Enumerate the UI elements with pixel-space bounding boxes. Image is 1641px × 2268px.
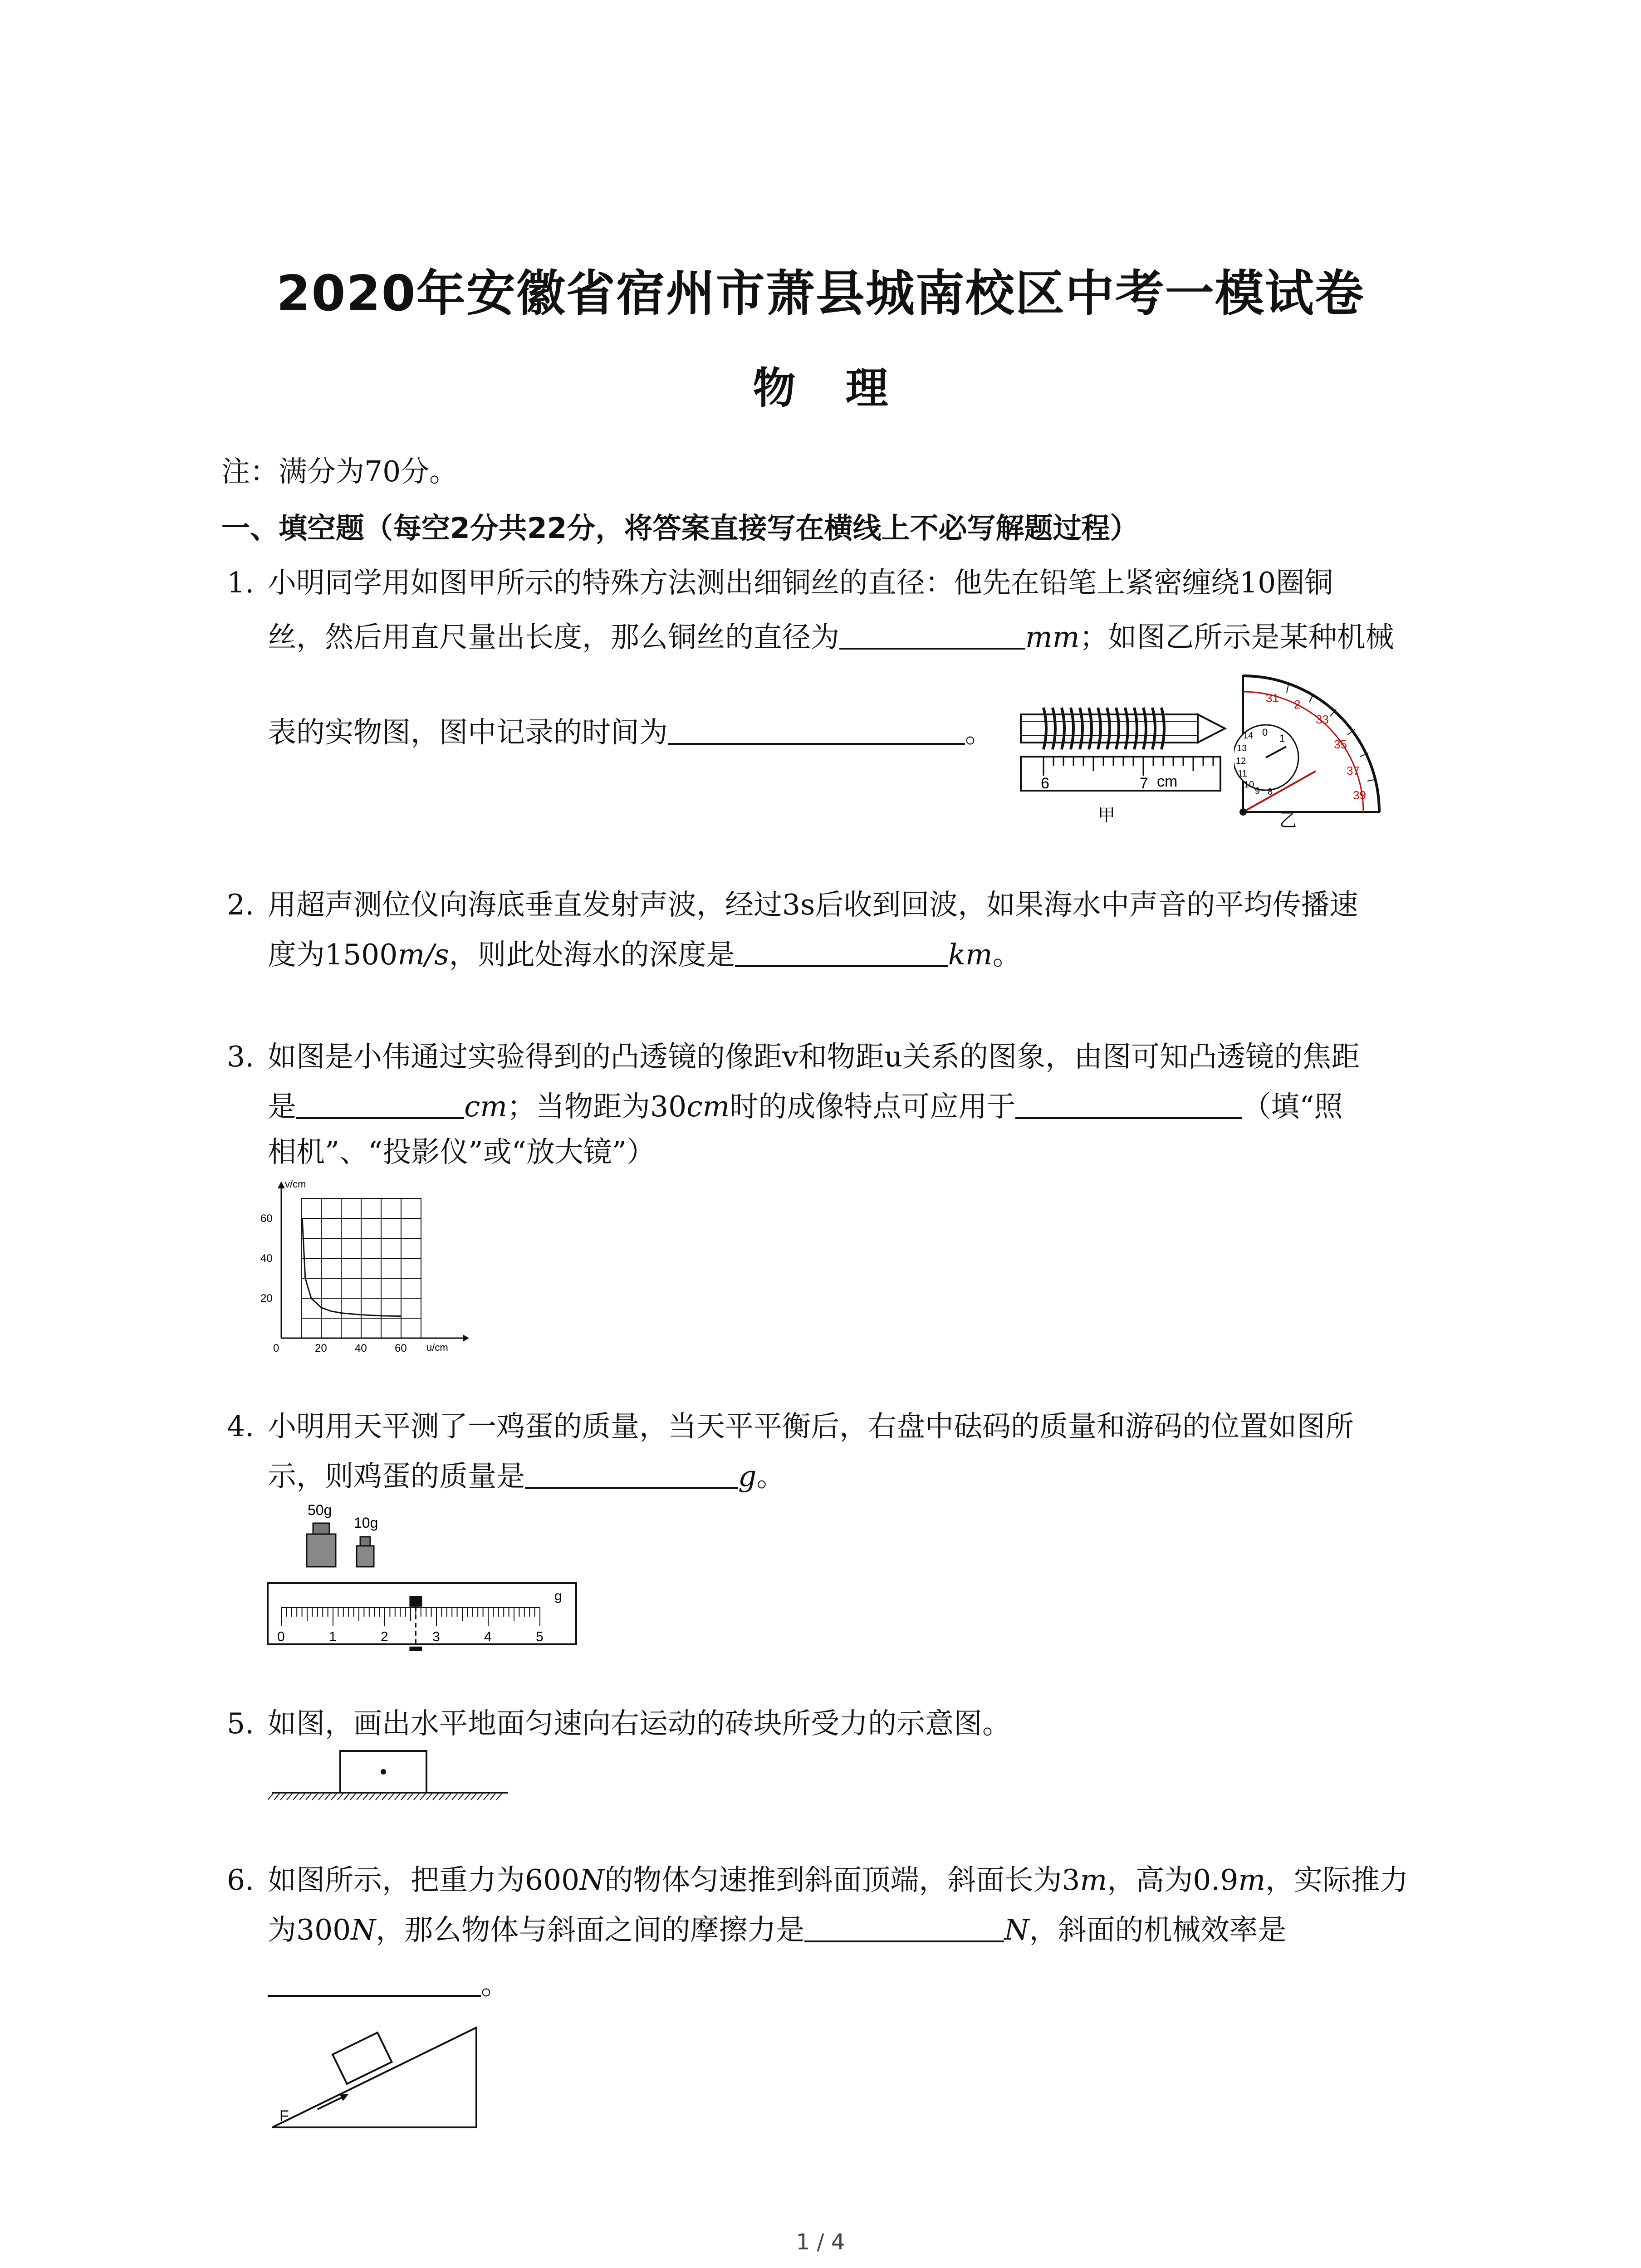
chart-ticks <box>260 1212 407 1354</box>
hatch-line <box>490 1794 495 1800</box>
hatch-line <box>312 1794 318 1800</box>
scale-number: 1 <box>329 1629 337 1644</box>
x-tick-label: 60 <box>395 1342 407 1354</box>
scale-number: 4 <box>484 1629 492 1644</box>
hatch-line <box>465 1794 470 1800</box>
dial-inner-label: 14 <box>1243 731 1254 741</box>
origin-label: 0 <box>273 1342 279 1354</box>
weight-label-50g: 50g <box>308 1502 332 1518</box>
answer-blank[interactable] <box>525 1460 738 1489</box>
question-1-line-3 <box>268 712 994 753</box>
question-number: 5. <box>227 1707 255 1740</box>
question-6-line-2 <box>268 1910 1287 1950</box>
question-text: ，高为0.9 <box>1107 1863 1239 1897</box>
dial-inner-label: 13 <box>1237 743 1247 753</box>
question-text: 。 <box>756 1460 785 1493</box>
dial-outer-label: 37 <box>1347 764 1360 777</box>
y-tick-label: 60 <box>260 1212 273 1225</box>
unit-label: g <box>738 1460 757 1493</box>
question-text: ；当物距为30 <box>507 1090 687 1123</box>
question-number: 3. <box>227 1040 255 1073</box>
dial-outer-label: 31 <box>1266 691 1279 705</box>
hatch-line <box>388 1794 394 1800</box>
hatch-line <box>446 1794 451 1800</box>
x-tick-label: 20 <box>315 1342 327 1354</box>
answer-blank[interactable] <box>804 1913 1004 1942</box>
question-text: 。 <box>992 938 1021 971</box>
weight-10g <box>357 1546 374 1567</box>
hatch-line <box>439 1794 445 1800</box>
answer-blank[interactable] <box>668 716 965 745</box>
question-text: 是 <box>268 1090 296 1123</box>
question-text: 用超声测位仪向海底垂直发射声波，经过3s后收到回波，如果海水中声音的平均传播速 <box>268 888 1358 921</box>
question-text: ，实际推力 <box>1265 1863 1409 1897</box>
question-2-line-2 <box>268 934 1021 975</box>
answer-blank[interactable] <box>1015 1090 1242 1119</box>
hatch-line <box>363 1794 368 1800</box>
question-text: 的物体匀速推到斜面顶端，斜面长为3 <box>604 1863 1080 1897</box>
unit-label: m <box>1238 1863 1266 1897</box>
scale-number: 2 <box>381 1629 388 1644</box>
hatch-line <box>293 1794 299 1800</box>
hatch-line <box>382 1794 387 1800</box>
question-4-line-1 <box>227 1406 1354 1447</box>
hatch-line <box>299 1794 305 1800</box>
brick-figure <box>268 1746 513 1810</box>
hatch-line <box>477 1794 483 1800</box>
x-axis-arrow <box>463 1334 469 1342</box>
question-text: 。 <box>481 1968 509 2001</box>
center-of-mass-dot <box>381 1769 386 1774</box>
unit-label: cm <box>464 1090 508 1123</box>
x-tick-label: 40 <box>355 1342 367 1354</box>
subject-title: 物理 <box>753 364 938 413</box>
dial-inner-label: 12 <box>1236 756 1246 766</box>
figure-caption-jia: 甲 <box>1098 805 1116 825</box>
question-6-line-3 <box>268 1964 509 2005</box>
figure-yi-stopwatch <box>1234 658 1388 830</box>
question-text: 为300 <box>268 1913 351 1946</box>
score-note: 注：满分为70分。 <box>221 455 458 488</box>
question-number: 1. <box>227 566 255 599</box>
dial-inner-label: 11 <box>1238 769 1247 779</box>
unit-label: N <box>351 1913 376 1946</box>
balance-figure <box>263 1497 581 1651</box>
exam-title: 2020年安徽省宿州市萧县城南校区中考一模试卷 <box>276 265 1365 322</box>
chart-grid <box>301 1198 421 1338</box>
answer-blank[interactable] <box>839 621 1025 650</box>
hatch-line <box>496 1794 502 1800</box>
hatch-line <box>433 1794 438 1800</box>
dial-outer-label: 33 <box>1316 713 1329 726</box>
rider-bottom[interactable] <box>409 1647 422 1651</box>
question-text: ；如图乙所示是某种机械 <box>1079 621 1394 654</box>
weight-10g-knob <box>360 1537 370 1546</box>
hatch-line <box>414 1794 419 1800</box>
rider-top[interactable] <box>409 1596 422 1607</box>
question-text: 度为1500 <box>268 938 398 971</box>
scale-unit: g <box>554 1589 562 1603</box>
question-text: （填“照 <box>1242 1090 1343 1123</box>
hatch-line <box>401 1794 407 1800</box>
incline-figure <box>263 2019 499 2136</box>
hatch-line <box>268 1794 273 1800</box>
question-3-line-1 <box>227 1036 1360 1077</box>
weight-label-10g: 10g <box>354 1515 378 1531</box>
y-tick-label: 40 <box>260 1252 273 1265</box>
hatch-line <box>426 1794 432 1800</box>
ruler-label: 6 <box>1041 775 1049 792</box>
hatch-line <box>471 1794 476 1800</box>
question-text: 如图，画出水平地面匀速向右运动的砖块所受力的示意图。 <box>268 1707 1011 1740</box>
x-axis-label: u/cm <box>426 1342 448 1353</box>
unit-label: m/s <box>397 938 449 971</box>
answer-blank[interactable] <box>296 1090 464 1119</box>
hatch-line <box>376 1794 381 1800</box>
weight-50g-knob <box>313 1523 329 1534</box>
scale-number: 5 <box>536 1629 544 1644</box>
hatch-line <box>287 1794 292 1800</box>
force-label: F <box>279 2107 289 2125</box>
lens-chart <box>245 1175 481 1365</box>
question-number: 4. <box>227 1410 255 1443</box>
hatch-line <box>318 1794 324 1800</box>
scale-number: 0 <box>277 1629 285 1644</box>
question-text: ，则此处海水的深度是 <box>449 938 735 971</box>
ruler-label: 7 <box>1140 775 1148 792</box>
hatch-line <box>407 1794 413 1800</box>
answer-blank[interactable] <box>735 938 948 967</box>
ruler-unit: cm <box>1157 773 1178 790</box>
weight-50g <box>307 1534 336 1567</box>
dial-inner-label: 8 <box>1268 787 1273 797</box>
question-text: ，斜面的机械效率是 <box>1029 1913 1287 1946</box>
question-2-line-1 <box>227 885 1358 925</box>
dial-outer-label: 39 <box>1353 788 1366 802</box>
question-text: 表的实物图，图中记录的时间为 <box>268 716 668 749</box>
y-axis-arrow <box>278 1181 285 1188</box>
dial-inner-label: 0 <box>1262 727 1268 738</box>
question-3-line-3 <box>268 1132 655 1173</box>
question-3-line-2 <box>268 1086 1342 1127</box>
dial-inner-label: 10 <box>1244 780 1254 790</box>
y-tick-label: 20 <box>260 1292 273 1305</box>
unit-label: N <box>579 1863 605 1897</box>
question-text: 。 <box>965 716 994 749</box>
unit-label: cm <box>686 1090 730 1123</box>
question-text: 时的成像特点可应用于 <box>730 1090 1016 1123</box>
question-text: 如图是小伟通过实验得到的凸透镜的像距v和物距u关系的图象，由图可知凸透镜的焦距 <box>268 1040 1360 1073</box>
hatch-line <box>325 1794 330 1800</box>
hatch-line <box>338 1794 343 1800</box>
hatch-line <box>458 1794 464 1800</box>
hatch-line <box>452 1794 457 1800</box>
unit-label: N <box>1004 1913 1029 1946</box>
section-heading: 一、填空题（每空2分共22分，将答案直接写在横线上不必写解题过程） <box>221 512 1139 545</box>
question-6-line-1 <box>227 1860 1408 1901</box>
question-text: 相机”、“投影仪”或“放大镜”） <box>268 1135 656 1168</box>
page-number: 1 / 4 <box>796 2229 845 2255</box>
question-text: 小明同学用如图甲所示的特殊方法测出细铜丝的直径：他先在铅笔上紧密缠绕10圈铜 <box>268 566 1333 599</box>
question-5-line-1 <box>227 1703 1011 1744</box>
unit-label: mm <box>1025 621 1080 654</box>
ground-hatch <box>268 1794 502 1800</box>
question-text: 示，则鸡蛋的质量是 <box>268 1460 525 1493</box>
hatch-line <box>331 1794 337 1800</box>
data-curve-v-u <box>302 1218 401 1316</box>
hatch-line <box>395 1794 400 1800</box>
figure-jia-pencil-ruler <box>1016 689 1230 826</box>
hatch-line <box>420 1794 426 1800</box>
dial-inner-label: 9 <box>1255 786 1260 796</box>
unit-label: km <box>948 938 993 971</box>
hatch-line <box>369 1794 375 1800</box>
unit-label: m <box>1080 1863 1107 1897</box>
hatch-line <box>357 1794 362 1800</box>
dial-outer-label: 35 <box>1334 738 1347 751</box>
hatch-line <box>306 1794 311 1800</box>
hatch-line <box>344 1794 349 1800</box>
question-number: 6. <box>227 1863 255 1897</box>
question-text: ，那么物体与斜面之间的摩擦力是 <box>376 1913 805 1946</box>
question-text: 如图所示，把重力为600 <box>268 1863 580 1897</box>
hatch-line <box>350 1794 356 1800</box>
question-number: 2. <box>227 888 255 921</box>
hatch-line <box>484 1794 489 1800</box>
hatch-line <box>274 1794 279 1800</box>
figure-caption-yi: 乙 <box>1279 811 1297 830</box>
scale-number: 3 <box>432 1629 440 1644</box>
y-axis-label: v/cm <box>285 1178 306 1190</box>
question-1-line-1 <box>227 562 1333 603</box>
question-text: 小明用天平测了一鸡蛋的质量，当天平平衡后，右盘中砝码的质量和游码的位置如图所 <box>268 1410 1354 1443</box>
dial-inner-label: 1 <box>1279 733 1285 744</box>
question-text: 丝，然后用直尺量出长度，那么铜丝的直径为 <box>268 621 839 654</box>
question-1-line-2 <box>268 617 1394 658</box>
question-4-line-2 <box>268 1456 785 1497</box>
hatch-line <box>280 1794 286 1800</box>
answer-blank[interactable] <box>268 1968 481 1997</box>
dial-outer-label: 2 <box>1294 698 1301 711</box>
